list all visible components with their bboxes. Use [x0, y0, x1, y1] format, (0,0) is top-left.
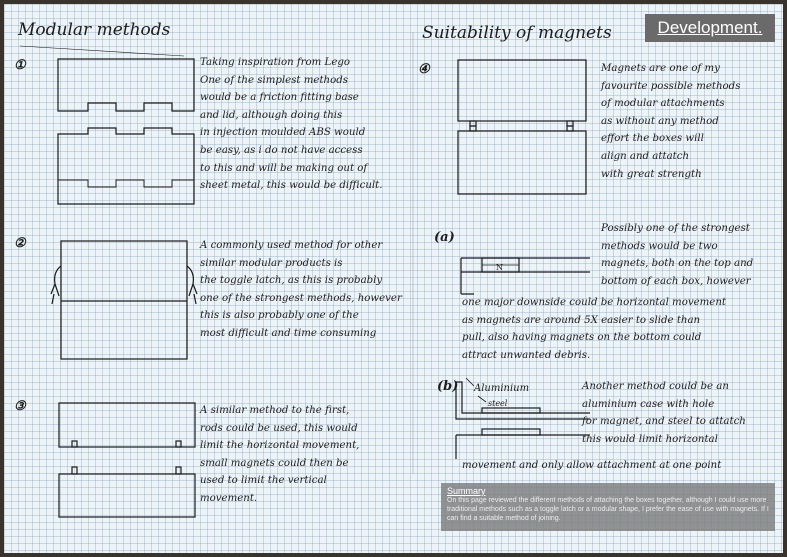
- summary-box: [441, 483, 775, 531]
- sketch-latch-left: [51, 266, 61, 304]
- sketch-rod-bottom: [59, 474, 195, 517]
- sketch-rod-top: [59, 403, 195, 447]
- development-banner: Development.: [645, 14, 775, 42]
- sketch-base: [58, 128, 194, 204]
- notebook-page: [4, 4, 783, 553]
- section-a-continued: one major downside could be horizontal movement as magnets are around 5X easier to slide than pull, also having magnets on the bottom could attract unwanted debris.: [462, 297, 726, 361]
- sketch-label-steel: steel: [488, 399, 508, 408]
- section-4-number: ④: [418, 62, 430, 77]
- left-heading: Modular methods: [18, 20, 171, 40]
- section-b-text: Another method could be an aluminium case with hole for magnet, and steel to attatch this would limit horizontal: [582, 381, 746, 445]
- sketch-label-magnet: N: [496, 263, 503, 272]
- summary-title: Summary: [447, 486, 486, 496]
- section-3-text: A similar method to the first, rods could be used, this would limit the horizontal movement, small magnets could then be used to limit the vertical movement.: [200, 405, 360, 504]
- section-4-text: Magnets are one of my favourite possible methods of modular attachments as without any method effort the boxes will align and attatch with great strength: [601, 63, 741, 180]
- sketch-lid: [58, 59, 194, 111]
- sketch-label-aluminium: Aluminium: [474, 383, 530, 394]
- section-a-number: (a): [434, 230, 455, 245]
- sketch-two-magnets: [461, 258, 590, 294]
- section-2-text: A commonly used method for other similar modular products is the toggle latch, as this is probably one of the strongest methods, however this is also probably one of the most difficult and time consuming: [200, 240, 402, 339]
- sketch-magnet-top: [458, 60, 586, 121]
- section-b-number: (b): [437, 379, 459, 394]
- section-1-number: ①: [14, 58, 26, 73]
- heading-rule: [20, 46, 184, 56]
- sketch-latch-right: [187, 266, 197, 304]
- sketch-latch-box: [61, 241, 187, 359]
- section-b-continued: movement and only allow attachment at one point: [462, 460, 722, 471]
- summary-body: On this page reviewed the different methods of attaching the boxes together, although I could use more traditional methods such as a toggle latch or a modular shape, I prefer the ease of use with magnets. If I can find a suitable method of joining.: [447, 497, 769, 522]
- section-1-text: Taking inspiration from Lego One of the simplest methods would be a friction fitting base and lid, although doing this in injection moulded ABS would be easy, as i do not have access to this and will be making out of sheet metal, this would be difficult.: [200, 57, 383, 192]
- section-2-number: ②: [14, 236, 26, 251]
- section-3-number: ③: [14, 399, 26, 414]
- sketch-magnet-bottom: [458, 131, 586, 194]
- section-a-text: Possibly one of the strongest methods would be two magnets, both on the top and bottom of each box, however: [601, 223, 754, 287]
- right-heading: Suitability of magnets: [422, 23, 612, 43]
